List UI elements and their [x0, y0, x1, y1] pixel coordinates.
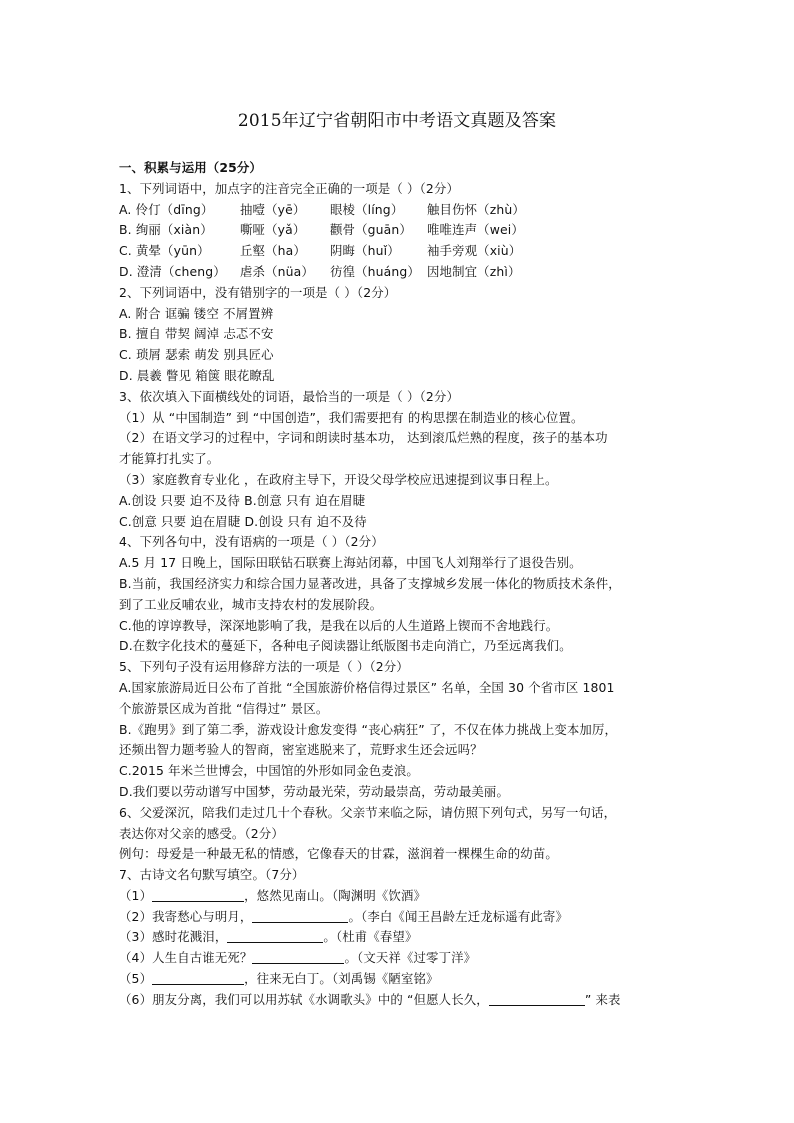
answer-blank[interactable]	[152, 972, 244, 985]
answer-blank[interactable]	[252, 951, 344, 964]
question-6-stem-cont: 表达你对父亲的感受。（2分）	[119, 825, 284, 841]
question-4-option-b: B.当前，我国经济实力和综合国力显著改进，具备了支撑城乡发展一体化的物质技术条件，	[119, 575, 621, 591]
question-3-sentence-1: （1）从 “中国制造” 到 “中国创造”，我们需要把有 的构思摆在制造业的核心位置。	[119, 409, 584, 425]
question-4-option-c: C.他的谆谆教导，深深地影响了我，是我在以后的人生道路上锲而不舍地践行。	[119, 617, 559, 633]
question-3-stem: 3、依次填入下面横线处的词语，最恰当的一项是（ ）（2分）	[119, 388, 460, 404]
question-7-item-3: （3）感时花溅泪， 。（杜甫《春望》	[119, 929, 418, 945]
question-4-stem: 4、下列各句中，没有语病的一项是（ ）（2分）	[119, 534, 384, 550]
question-4-option-d: D.在数字化技术的蔓延下，各种电子阅读器让纸版图书走向消亡，乃至远离我们。	[119, 638, 572, 654]
question-4-option-b-cont: 到了工业反哺农业，城市支持农村的发展阶段。	[119, 596, 383, 612]
question-3-sentence-3: （3）家庭教育专业化 ，在政府主导下，开设父母学校应迅速提到议事日程上。	[119, 471, 558, 487]
question-5-option-a-cont: 个旅游景区成为首批 “信得过” 景区。	[119, 700, 329, 716]
question-1-option-a: A. 伶仃（dīng） 抽噎（yē） 眼棱（líng） 触目伤怀（zhù）	[119, 201, 525, 217]
question-2-stem: 2、下列词语中，没有错别字的一项是（ ）（2分）	[119, 284, 397, 300]
question-7-item-4: （4）人生自古谁无死？ 。（文天祥《过零丁洋》	[119, 950, 477, 966]
section-heading: 一、积累与运用（25分）	[119, 160, 262, 175]
question-5-option-a: A.国家旅游局近日公布了首批 “全国旅游价格信得过景区” 名单，全国 30 个省市区 1801	[119, 679, 615, 695]
question-1-option-d: D. 澄清（cheng） 虐杀（nüa） 彷徨（huáng） 因地制宜（zhì）	[119, 263, 521, 279]
question-5-option-c: C.2015 年米兰世博会，中国馆的外形如同金色麦浪。	[119, 763, 419, 779]
question-1-option-c: C. 黄晕（yūn） 丘壑（ha） 阴晦（huǐ） 袖手旁观（xiù）	[119, 243, 522, 259]
question-2-option-c: C. 琐屑 瑟索 萌发 别具匠心	[119, 347, 274, 363]
question-3-sentence-2-cont: 才能算打扎实了。	[119, 451, 220, 467]
question-7-item-1: （1） ，悠然见南山。（陶渊明《饮酒》	[119, 887, 427, 903]
question-6-stem: 6、父爱深沉，陪我们走过几十个春秋。父亲节来临之际，请仿照下列句式，另写一句话，	[119, 804, 617, 820]
question-1-stem: 1、下列词语中，加点字的注音完全正确的一项是（ ）（2分）	[119, 180, 460, 196]
question-2-option-b: B. 擅自 带契 阔淖 忐忑不安	[119, 326, 274, 342]
question-7-item-2: （2）我寄愁心与明月， 。（李白《闻王昌龄左迁龙标遥有此寄》	[119, 908, 568, 924]
answer-blank[interactable]	[489, 993, 585, 1006]
question-7-item-5: （5） ，往来无白丁。（刘禹锡《陋室铭》	[119, 971, 439, 987]
exam-body	[119, 158, 684, 1011]
question-5-option-d: D.我们要以劳动谱写中国梦，劳动最光荣，劳动最崇高，劳动最美丽。	[119, 783, 509, 799]
question-7-item-6: （6）朋友分离，我们可以用苏轼《水调歌头》中的 “但愿人长久， ” 来表	[119, 991, 621, 1007]
page-title: 2015年辽宁省朝阳市中考语文真题及答案	[237, 111, 557, 131]
question-3-sentence-2: （2）在语文学习的过程中，字词和朗读时基本功， 达到滚瓜烂熟的程度，孩子的基本功	[119, 430, 608, 446]
question-5-option-b: B.《跑男》到了第二季，游戏设计愈发变得 “丧心病狂” 了，不仅在体力挑战上变本加厉，	[119, 721, 618, 737]
answer-blank[interactable]	[252, 910, 348, 923]
question-2-option-a: A. 附合 诓骗 镂空 不屑置辨	[119, 305, 274, 321]
question-7-stem: 7、古诗文名句默写填空。（7分）	[119, 867, 305, 883]
answer-blank[interactable]	[152, 889, 244, 902]
question-2-option-d: D. 晨羲 瞥见 箱箧 眼花瞭乱	[119, 367, 275, 383]
question-3-options-ab: A.创设 只要 迫不及待 B.创意 只有 迫在眉睫	[119, 492, 366, 508]
answer-blank[interactable]	[227, 930, 323, 943]
question-1-option-b: B. 绚丽（xiàn） 嘶哑（yǎ） 颧骨（guān） 唯唯连声（wei）	[119, 222, 524, 238]
question-4-option-a: A.5 月 17 日晚上，国际田联钻石联赛上海站闭幕，中国飞人刘翔举行了退役告别。	[119, 555, 582, 571]
question-5-stem: 5、下列句子没有运用修辞方法的一项是（ ）（2分）	[119, 659, 409, 675]
question-3-options-cd: C.创意 只要 迫在眉睫 D.创设 只有 迫不及待	[119, 513, 367, 529]
question-6-example: 例句：母爱是一种最无私的情感，它像春天的甘霖，滋润着一棵棵生命的幼苗。	[119, 846, 558, 862]
question-5-option-b-cont: 还频出智力题考验人的智商，密室逃脱来了，荒野求生还会远吗？	[119, 742, 483, 758]
